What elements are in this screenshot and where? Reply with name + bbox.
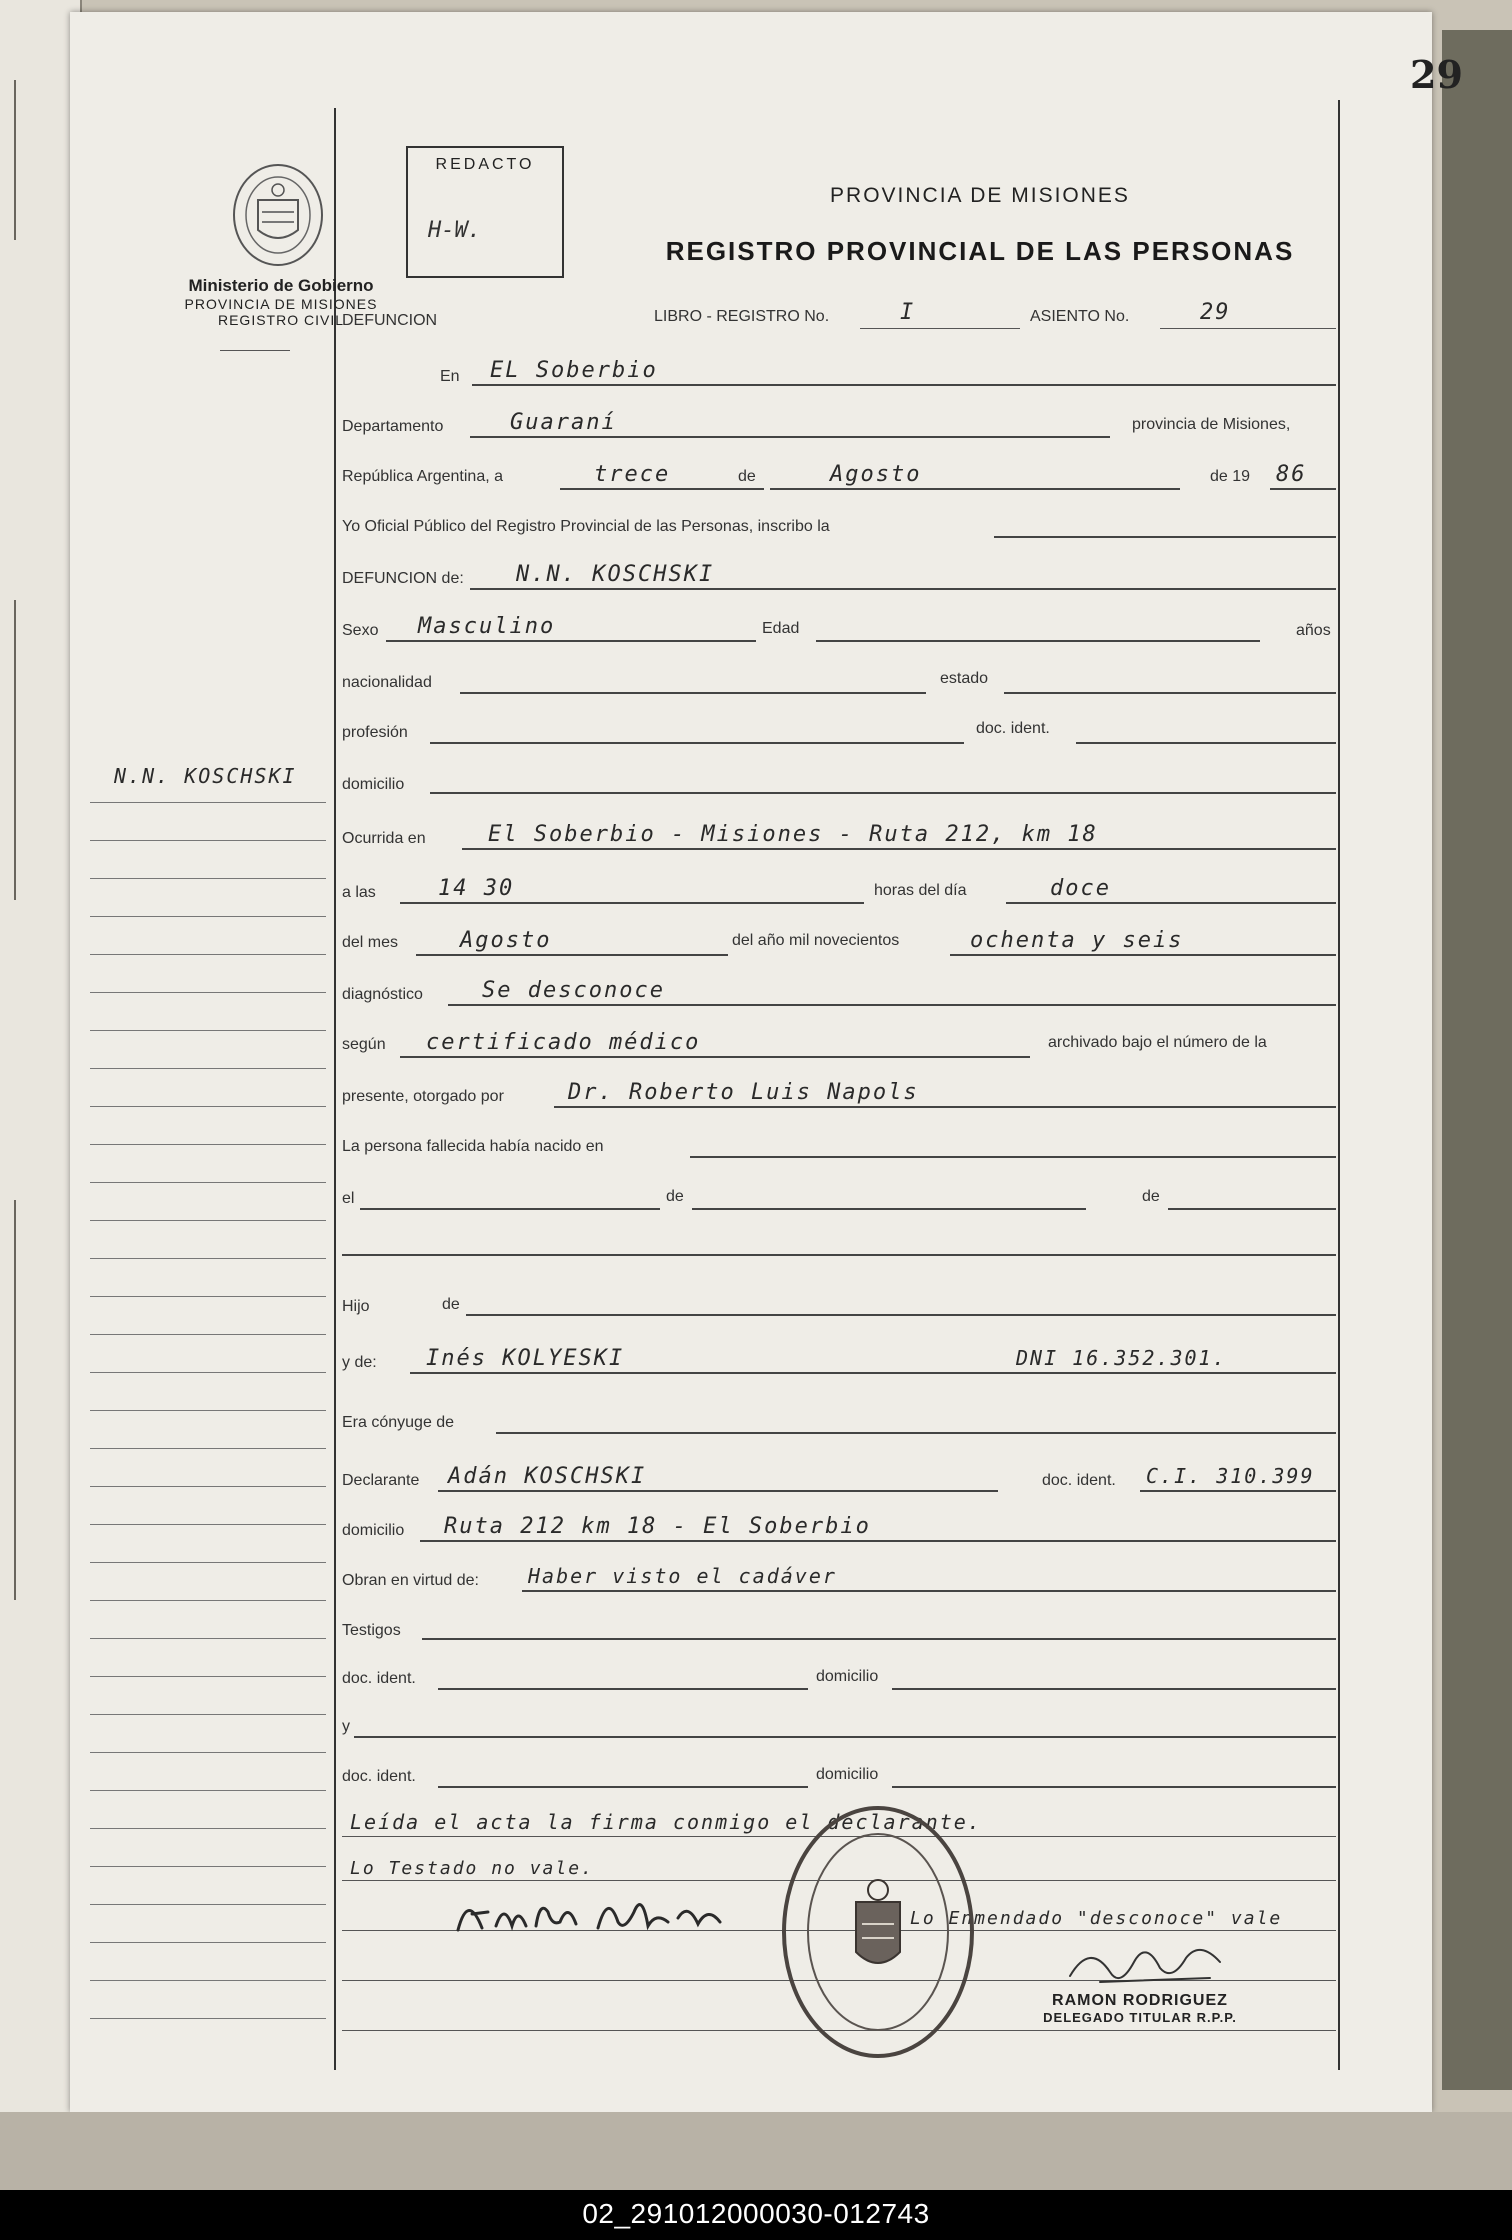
defuncion-de-value: N.N. KOSCHSKI [516,562,715,587]
registry-stamp [778,1802,978,2062]
nacionalidad-line [460,692,926,694]
delmes-label: del mes [342,934,399,951]
de-label: de [738,468,756,485]
nacido-de2-label: de [1142,1188,1160,1205]
margin-name: N.N. KOSCHSKI [114,764,297,788]
margin-rule-line [90,1866,326,1867]
y-label: y [342,1718,350,1735]
mes-value: Agosto [830,462,922,487]
segun-line [400,1056,1030,1058]
edad-line [816,640,1260,642]
page-edge-line [14,600,16,900]
ministry-name: Ministerio de Gobierno [188,276,374,295]
official-name: RAMON RODRIGUEZ [1052,1992,1228,2009]
departamento-label: Departamento [342,418,444,435]
coat-of-arms-icon [228,160,328,270]
margin-rule-line [90,1486,326,1487]
libro-label: LIBRO - REGISTRO No. [654,308,830,325]
dia-value: trece [594,462,671,487]
anio-value: 86 [1276,462,1307,487]
margin-rule-line [90,1030,326,1031]
diagnostico-value: Se desconoce [482,978,665,1003]
oficial-label: Yo Oficial Público del Registro Provincial de las Personas, inscribo la [342,518,830,535]
alas-line [400,902,864,904]
margin-rule-line [90,1524,326,1525]
declarante-doc-label: doc. ident. [1042,1472,1116,1489]
diagnostico-line [448,1004,1336,1006]
segun-label: según [342,1036,386,1053]
asiento-line [1160,328,1336,329]
doc-ident-line [1076,742,1336,744]
margin-rule-line [90,878,326,879]
margin-rule-line [90,1676,326,1677]
margin-rule-line [90,1638,326,1639]
t1-dom-label: domicilio [816,1668,879,1685]
margin-rule-line [90,1828,326,1829]
declarante-value: Adán KOSCHSKI [448,1464,647,1489]
margin-rule-line [90,1258,326,1259]
presente-label: presente, otorgado por [342,1088,504,1105]
delmes-value: Agosto [460,928,552,953]
page-edge-line [14,80,16,240]
margin-rule-line [90,1410,326,1411]
margin-rule-line [90,1752,326,1753]
book-edge [1442,30,1512,2090]
sexo-line [386,640,756,642]
profesion-line [430,742,964,744]
margin-rule-line [90,916,326,917]
asiento-label: ASIENTO No. [1030,308,1130,325]
ministry-underline [220,350,290,351]
ocurrida-value: El Soberbio - Misiones - Ruta 212, km 18 [488,822,1098,847]
archivado-label: archivado bajo el número de la [1048,1034,1267,1051]
province-heading: PROVINCIA DE MISIONES [830,184,1130,207]
t1-doc-label: doc. ident. [342,1670,416,1687]
registry-title: REGISTRO PROVINCIAL DE LAS PERSONAS [665,236,1295,266]
declarante-doc-line [1140,1490,1336,1492]
margin-rule-line [90,840,326,841]
ministry-registry: REGISTRO CIVIL [217,312,345,328]
margin-rule-line [90,1296,326,1297]
margin-rule-line [90,954,326,955]
alas-value: 14 30 [438,876,515,901]
republica-label: República Argentina, a [342,468,503,485]
oficial-line [994,536,1336,538]
segun-value: certificado médico [426,1030,701,1055]
t1-doc-line [438,1688,808,1690]
margin-rule-line [90,1714,326,1715]
declarante-label: Declarante [342,1472,420,1489]
margin-rule-line [90,1372,326,1373]
official-title: DELEGADO TITULAR R.P.P. [1043,2010,1237,2025]
horas-label: horas del día [874,882,967,899]
en-line [472,384,1336,386]
t2-dom-line [892,1786,1336,1788]
el-label: el [342,1190,355,1207]
blank-line [342,1254,1336,1256]
departamento-line [470,436,1110,438]
asiento-value: 29 [1200,300,1231,325]
scan-bottom [0,2112,1512,2190]
obran-line [522,1590,1336,1592]
mes-line [770,488,1180,490]
margin-rule-line [90,1182,326,1183]
redacto-value: H-W. [428,218,481,243]
declarante-doc-value: C.I. 310.399 [1146,1464,1315,1488]
margin-rule-line [90,1942,326,1943]
conyuge-label: Era cónyuge de [342,1414,455,1431]
redacto-box [406,146,564,278]
margin-rule-line [90,802,326,803]
decl-domicilio-line [420,1540,1336,1542]
libro-value: I [900,300,916,325]
estado-label: estado [940,670,989,687]
dia-line [560,488,764,490]
declarante-signature [448,1882,748,1942]
nacionalidad-label: nacionalidad [342,674,432,691]
presente-value: Dr. Roberto Luis Napols [568,1080,919,1105]
sexo-label: Sexo [342,622,379,639]
delmes-line [416,954,728,956]
sexo-value: Masculino [418,614,556,639]
obran-value: Haber visto el cadáver [528,1564,837,1588]
decl-domicilio-label: domicilio [342,1522,405,1539]
margin-rule-line [90,992,326,993]
official-block [1010,1992,1270,2025]
margin-rule-line [90,1106,326,1107]
ocurrida-line [462,848,1336,850]
horas-value: doce [1050,876,1111,901]
defuncion-de-line [470,588,1336,590]
defuncion-de-label: DEFUNCION de: [342,570,464,587]
margin-rule-line [90,1790,326,1791]
margin-rule-line [90,1448,326,1449]
note-leida: Leída el acta la firma conmigo el declarante. [350,1810,982,1834]
t2-doc-label: doc. ident. [342,1768,416,1785]
yde-value: Inés KOLYESKI [426,1346,625,1371]
estado-line [1004,692,1336,694]
hijo-line [466,1314,1336,1316]
margin-divider [334,108,336,2070]
en-label: En [440,368,460,385]
de19-label: de 19 [1210,468,1251,485]
yde-doc-value: DNI 16.352.301. [1016,1346,1227,1370]
presente-line [554,1106,1336,1108]
margin-rule-line [90,1144,326,1145]
doc-ident-label: doc. ident. [976,720,1050,737]
note-testado: Lo Testado no vale. [350,1858,594,1879]
nacido-mes-line [692,1208,1086,1210]
diagnostico-label: diagnóstico [342,986,423,1003]
official-signature [1060,1932,1240,1992]
declarante-line [438,1490,998,1492]
y-line [354,1736,1336,1738]
nacido-anio-line [1168,1208,1336,1210]
page-edge-line [14,1200,16,1600]
provincia-label: provincia de Misiones, [1132,416,1291,433]
scan-caption: 02_291012000030-012743 [582,2198,930,2229]
nacido-label: La persona fallecida había nacido en [342,1138,604,1155]
margin-rule-line [90,1562,326,1563]
t2-doc-line [438,1786,808,1788]
departamento-value: Guaraní [510,410,617,435]
horas-line [1006,902,1336,904]
redacto-label: REDACTO [435,156,535,173]
defuncion-label: DEFUNCION [342,312,438,329]
page-number: 29 [1410,52,1463,97]
yde-label: y de: [342,1354,377,1371]
margin-rule-line [90,1904,326,1905]
margin-rule-line [90,1980,326,1981]
decl-domicilio-value: Ruta 212 km 18 - El Soberbio [444,1514,871,1539]
el-line [360,1208,660,1210]
ministry-province: PROVINCIA DE MISIONES [184,296,378,312]
note-enmendado: Lo Enmendado "desconoce" vale [910,1908,1283,1929]
conyuge-line [496,1432,1336,1434]
en-value: EL Soberbio [490,358,658,383]
ocurrida-label: Ocurrida en [342,830,426,847]
hijo-de-label: de [442,1296,460,1313]
nacido-de-label: de [666,1188,684,1205]
edad-label: Edad [762,620,800,637]
right-border [1338,100,1340,2070]
margin-rule-line [90,1068,326,1069]
t1-dom-line [892,1688,1336,1690]
anio-mil-value: ochenta y seis [970,928,1184,953]
anio-mil-line [950,954,1336,956]
alas-label: a las [342,884,376,901]
t2-dom-label: domicilio [816,1766,879,1783]
margin-rule-line [90,1600,326,1601]
anio-mil-label: del año mil novecientos [732,932,900,949]
hijo-label: Hijo [342,1298,370,1315]
testigos-line [422,1638,1336,1640]
yde-line [410,1372,1336,1374]
anos-label: años [1296,622,1331,639]
nacido-line [690,1156,1336,1158]
domicilio-label: domicilio [342,776,405,793]
document-page [70,12,1463,2112]
margin-rule-line [90,1334,326,1335]
margin-rule-line [90,2018,326,2019]
margin-rule-line [90,1220,326,1221]
testigos-label: Testigos [342,1622,401,1639]
libro-line [860,328,1020,329]
profesion-label: profesión [342,724,408,741]
obran-label: Obran en virtud de: [342,1572,479,1589]
anio-line [1270,488,1336,490]
domicilio-line [430,792,1336,794]
